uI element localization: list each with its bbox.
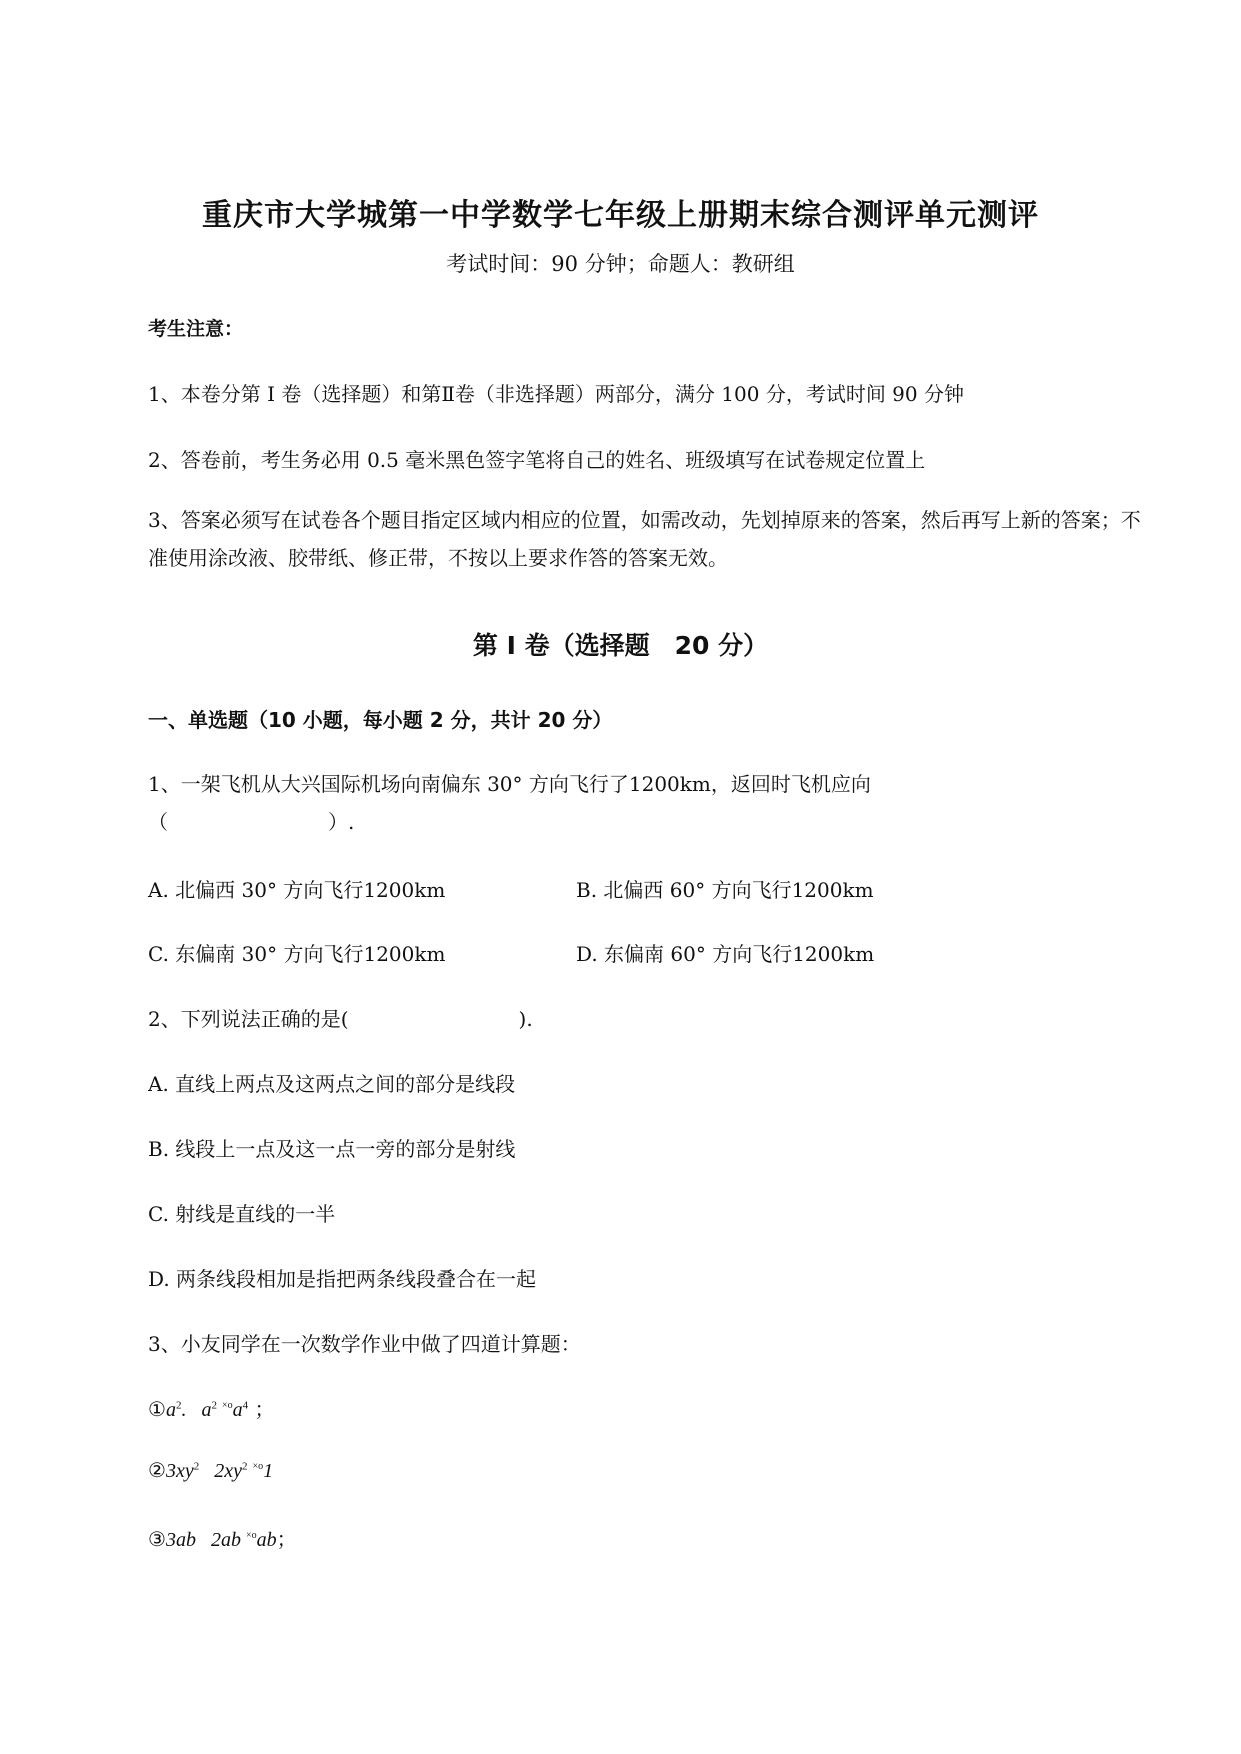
question-2-stem: 2、下列说法正确的是( ). (148, 1007, 533, 1031)
question-1-answer-blank (148, 806, 354, 835)
question-3-item-2: $②3xy^2$ $2xy^2$ $^{\times o}$1 (148, 1458, 274, 1482)
question-2-option-c: C. 射线是直线的一半 (148, 1202, 336, 1226)
question-1-stem: 1、一架飞机从大兴国际机场向南偏东 30° 方向飞行了1200km，返回时飞机应向 (148, 772, 871, 796)
question-1-option-d: D. 东偏南 60° 方向飞行1200km (576, 942, 875, 966)
paren-open: （ (148, 810, 168, 834)
question-2-option-d: D. 两条线段相加是指把两条线段叠合在一起 (148, 1267, 537, 1291)
page-title: 重庆市大学城第一中学数学七年级上册期末综合测评单元测评 (202, 198, 1039, 233)
notice-item-2: 2、答卷前，考生务必用 0.5 毫米黑色签字笔将自己的姓名、班级填写在试卷规定位置上 (148, 448, 926, 472)
question-2-option-a: A. 直线上两点及这两点之间的部分是线段 (148, 1072, 516, 1096)
question-1-option-c: C. 东偏南 30° 方向飞行1200km (148, 942, 446, 966)
question-3-item-1: $①a^2$. $a^2$ $^{\times o}a^4$ ； (148, 1397, 275, 1421)
question-1-option-b: B. 北偏西 60° 方向飞行1200km (576, 878, 874, 902)
section-title: 第 I 卷（选择题 20 分） (472, 631, 769, 660)
question-group-heading: 一、单选题（10 小题，每小题 2 分，共计 20 分） (148, 708, 613, 732)
exam-info: 考试时间：90 分钟；命题人：教研组 (446, 252, 795, 276)
notice-item-3: 3、答案必须写在试卷各个题目指定区域内相应的位置，如需改动，先划掉原来的答案，然后再写上新的答案；不准使用涂改液、胶带纸、修正带，不按以上要求作答的答案无效。 (148, 508, 1141, 570)
question-3-item-3: ③3ab 2ab $^{\times o}$ab； (148, 1527, 297, 1551)
question-1-option-a: A. 北偏西 30° 方向飞行1200km (148, 878, 446, 902)
paren-close: ）. (328, 810, 355, 834)
question-2-option-b: B. 线段上一点及这一点一旁的部分是射线 (148, 1137, 516, 1161)
notice-item-1: 1、本卷分第 I 卷（选择题）和第Ⅱ卷（非选择题）两部分，满分 100 分，考试时间 90 分钟 (148, 382, 964, 406)
notice-heading: 考生注意： (148, 318, 244, 340)
question-3-stem: 3、小友同学在一次数学作业中做了四道计算题： (148, 1332, 581, 1356)
